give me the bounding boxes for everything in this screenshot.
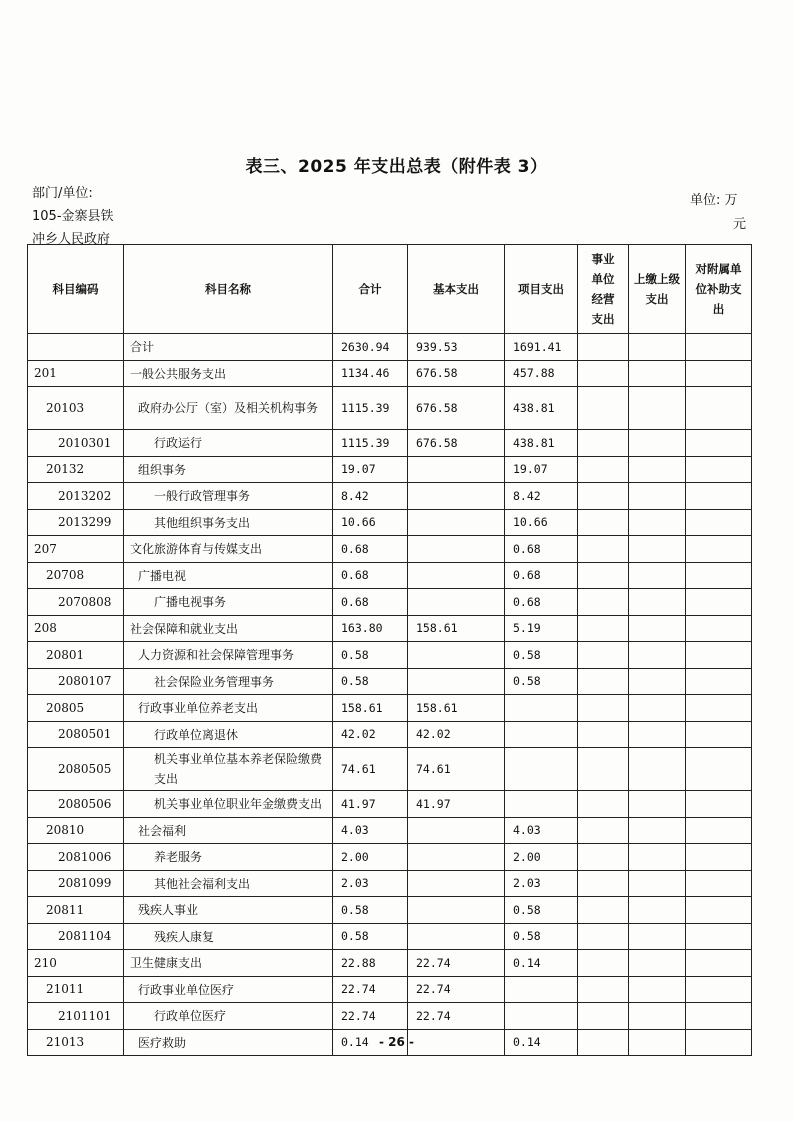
cell-subsidy bbox=[686, 844, 752, 871]
cell-basic: 158.61 bbox=[408, 615, 505, 642]
cell-name: 社会保险业务管理事务 bbox=[124, 668, 333, 695]
cell-project: 438.81 bbox=[505, 430, 578, 457]
cell-subsidy bbox=[686, 334, 752, 361]
cell-total: 0.58 bbox=[333, 897, 408, 924]
cell-upper bbox=[629, 817, 686, 844]
cell-code: 21011 bbox=[28, 976, 124, 1003]
cell-total: 22.74 bbox=[333, 1003, 408, 1030]
cell-business bbox=[578, 748, 629, 791]
cell-business bbox=[578, 483, 629, 510]
cell-project: 2.03 bbox=[505, 870, 578, 897]
cell-total: 41.97 bbox=[333, 791, 408, 818]
header-total: 合计 bbox=[333, 245, 408, 334]
cell-upper bbox=[629, 642, 686, 669]
cell-total: 0.14 bbox=[333, 1029, 408, 1056]
cell-total: 158.61 bbox=[333, 695, 408, 722]
cell-total: 0.68 bbox=[333, 589, 408, 616]
cell-total: 4.03 bbox=[333, 817, 408, 844]
cell-project bbox=[505, 721, 578, 748]
cell-name: 广播电视事务 bbox=[124, 589, 333, 616]
cell-subsidy bbox=[686, 360, 752, 387]
cell-code: 20103 bbox=[28, 387, 124, 430]
cell-business bbox=[578, 791, 629, 818]
cell-total: 163.80 bbox=[333, 615, 408, 642]
header-code: 科目编码 bbox=[28, 245, 124, 334]
cell-upper bbox=[629, 721, 686, 748]
cell-business bbox=[578, 360, 629, 387]
cell-code: 207 bbox=[28, 536, 124, 563]
table-row bbox=[28, 748, 752, 791]
cell-basic: 676.58 bbox=[408, 360, 505, 387]
cell-subsidy bbox=[686, 791, 752, 818]
cell-upper bbox=[629, 536, 686, 563]
cell-project bbox=[505, 1003, 578, 1030]
cell-subsidy bbox=[686, 509, 752, 536]
cell-code: 201 bbox=[28, 360, 124, 387]
table-header-row bbox=[28, 245, 752, 334]
cell-subsidy bbox=[686, 562, 752, 589]
cell-name: 残疾人事业 bbox=[124, 897, 333, 924]
cell-name: 人力资源和社会保障管理事务 bbox=[124, 642, 333, 669]
cell-business bbox=[578, 536, 629, 563]
cell-total: 10.66 bbox=[333, 509, 408, 536]
cell-business bbox=[578, 668, 629, 695]
cell-upper bbox=[629, 897, 686, 924]
cell-code: 20801 bbox=[28, 642, 124, 669]
cell-subsidy bbox=[686, 430, 752, 457]
cell-name: 机关事业单位职业年金缴费支出 bbox=[124, 791, 333, 818]
cell-name: 一般公共服务支出 bbox=[124, 360, 333, 387]
cell-project: 19.07 bbox=[505, 456, 578, 483]
cell-upper bbox=[629, 695, 686, 722]
cell-name: 卫生健康支出 bbox=[124, 950, 333, 977]
cell-name: 文化旅游体育与传媒支出 bbox=[124, 536, 333, 563]
cell-code: 2010301 bbox=[28, 430, 124, 457]
cell-code: 20805 bbox=[28, 695, 124, 722]
cell-project: 10.66 bbox=[505, 509, 578, 536]
cell-project: 457.88 bbox=[505, 360, 578, 387]
cell-project: 1691.41 bbox=[505, 334, 578, 361]
cell-basic: 41.97 bbox=[408, 791, 505, 818]
cell-name: 行政事业单位医疗 bbox=[124, 976, 333, 1003]
cell-basic: 74.61 bbox=[408, 748, 505, 791]
cell-upper bbox=[629, 430, 686, 457]
cell-upper bbox=[629, 615, 686, 642]
cell-basic: 676.58 bbox=[408, 387, 505, 430]
cell-name: 行政运行 bbox=[124, 430, 333, 457]
cell-basic bbox=[408, 642, 505, 669]
cell-name: 广播电视 bbox=[124, 562, 333, 589]
cell-subsidy bbox=[686, 536, 752, 563]
table-row bbox=[28, 615, 752, 642]
cell-project: 438.81 bbox=[505, 387, 578, 430]
cell-total: 2630.94 bbox=[333, 334, 408, 361]
cell-business bbox=[578, 456, 629, 483]
cell-basic bbox=[408, 923, 505, 950]
table-row bbox=[28, 695, 752, 722]
cell-basic bbox=[408, 817, 505, 844]
cell-subsidy bbox=[686, 589, 752, 616]
cell-business bbox=[578, 387, 629, 430]
cell-total: 0.68 bbox=[333, 536, 408, 563]
cell-subsidy bbox=[686, 483, 752, 510]
cell-total: 0.58 bbox=[333, 642, 408, 669]
unit-line-2: 元 bbox=[732, 217, 746, 232]
cell-project: 0.68 bbox=[505, 589, 578, 616]
cell-basic bbox=[408, 456, 505, 483]
table-row bbox=[28, 430, 752, 457]
cell-name: 其他组织事务支出 bbox=[124, 509, 333, 536]
cell-total: 0.58 bbox=[333, 923, 408, 950]
cell-upper bbox=[629, 976, 686, 1003]
cell-code bbox=[28, 334, 124, 361]
cell-code: 208 bbox=[28, 615, 124, 642]
table-row bbox=[28, 334, 752, 361]
cell-total: 1115.39 bbox=[333, 430, 408, 457]
page-title: 表三、2025 年支出总表（附件表 3） bbox=[245, 157, 548, 177]
cell-name: 组织事务 bbox=[124, 456, 333, 483]
cell-basic bbox=[408, 509, 505, 536]
cell-upper bbox=[629, 589, 686, 616]
cell-basic: 22.74 bbox=[408, 1003, 505, 1030]
cell-business bbox=[578, 950, 629, 977]
cell-code: 20132 bbox=[28, 456, 124, 483]
cell-total: 0.58 bbox=[333, 668, 408, 695]
cell-project: 0.58 bbox=[505, 642, 578, 669]
department-line-3: 冲乡人民政府 bbox=[32, 232, 111, 247]
cell-name: 医疗救助 bbox=[124, 1029, 333, 1056]
header-basic: 基本支出 bbox=[408, 245, 505, 334]
cell-upper bbox=[629, 360, 686, 387]
cell-name: 机关事业单位基本养老保险缴费支出 bbox=[124, 748, 333, 791]
cell-basic bbox=[408, 589, 505, 616]
table-row bbox=[28, 791, 752, 818]
cell-name: 残疾人康复 bbox=[124, 923, 333, 950]
cell-project: 0.58 bbox=[505, 923, 578, 950]
cell-upper bbox=[629, 509, 686, 536]
cell-name: 社会保障和就业支出 bbox=[124, 615, 333, 642]
cell-subsidy bbox=[686, 695, 752, 722]
cell-business bbox=[578, 844, 629, 871]
cell-name: 其他社会福利支出 bbox=[124, 870, 333, 897]
cell-total: 1134.46 bbox=[333, 360, 408, 387]
cell-name: 政府办公厅（室）及相关机构事务 bbox=[124, 387, 333, 430]
cell-business bbox=[578, 615, 629, 642]
cell-basic: 22.74 bbox=[408, 976, 505, 1003]
header-upper: 上缴上级支出 bbox=[629, 245, 686, 334]
cell-subsidy bbox=[686, 1003, 752, 1030]
cell-basic bbox=[408, 483, 505, 510]
cell-subsidy bbox=[686, 976, 752, 1003]
cell-total: 8.42 bbox=[333, 483, 408, 510]
cell-name: 养老服务 bbox=[124, 844, 333, 871]
cell-business bbox=[578, 589, 629, 616]
cell-subsidy bbox=[686, 748, 752, 791]
header-project: 项目支出 bbox=[505, 245, 578, 334]
cell-code: 2013202 bbox=[28, 483, 124, 510]
cell-upper bbox=[629, 791, 686, 818]
cell-upper bbox=[629, 456, 686, 483]
page-number: - 26 - bbox=[378, 1035, 414, 1049]
table-body bbox=[28, 334, 752, 1056]
table-row bbox=[28, 817, 752, 844]
cell-business bbox=[578, 870, 629, 897]
cell-project bbox=[505, 748, 578, 791]
cell-name: 合计 bbox=[124, 334, 333, 361]
table-row bbox=[28, 976, 752, 1003]
cell-basic bbox=[408, 844, 505, 871]
cell-project bbox=[505, 695, 578, 722]
unit-label bbox=[690, 189, 750, 237]
cell-code: 2080505 bbox=[28, 748, 124, 791]
cell-upper bbox=[629, 950, 686, 977]
cell-basic bbox=[408, 536, 505, 563]
cell-project: 2.00 bbox=[505, 844, 578, 871]
cell-upper bbox=[629, 844, 686, 871]
table-row bbox=[28, 387, 752, 430]
cell-total: 74.61 bbox=[333, 748, 408, 791]
cell-code: 210 bbox=[28, 950, 124, 977]
cell-name: 行政事业单位养老支出 bbox=[124, 695, 333, 722]
cell-name: 行政单位离退休 bbox=[124, 721, 333, 748]
cell-subsidy bbox=[686, 642, 752, 669]
cell-code: 20811 bbox=[28, 897, 124, 924]
cell-code: 2080501 bbox=[28, 721, 124, 748]
cell-subsidy bbox=[686, 668, 752, 695]
cell-total: 22.74 bbox=[333, 976, 408, 1003]
cell-business bbox=[578, 897, 629, 924]
table-row bbox=[28, 923, 752, 950]
cell-project bbox=[505, 976, 578, 1003]
cell-project: 0.68 bbox=[505, 562, 578, 589]
table-row bbox=[28, 456, 752, 483]
department-label bbox=[32, 182, 114, 251]
cell-subsidy bbox=[686, 721, 752, 748]
table-row bbox=[28, 483, 752, 510]
cell-project: 0.58 bbox=[505, 897, 578, 924]
cell-business bbox=[578, 817, 629, 844]
cell-code: 2080107 bbox=[28, 668, 124, 695]
table-row bbox=[28, 844, 752, 871]
cell-upper bbox=[629, 1003, 686, 1030]
cell-project: 0.58 bbox=[505, 668, 578, 695]
cell-code: 2080506 bbox=[28, 791, 124, 818]
table-row bbox=[28, 509, 752, 536]
cell-code: 2013299 bbox=[28, 509, 124, 536]
cell-subsidy bbox=[686, 897, 752, 924]
header-business: 事业单位经营支出 bbox=[578, 245, 629, 334]
cell-basic: 939.53 bbox=[408, 334, 505, 361]
cell-subsidy bbox=[686, 456, 752, 483]
cell-basic bbox=[408, 897, 505, 924]
cell-basic bbox=[408, 562, 505, 589]
cell-total: 2.03 bbox=[333, 870, 408, 897]
cell-business bbox=[578, 509, 629, 536]
expenditure-table bbox=[27, 244, 752, 1056]
table-row bbox=[28, 721, 752, 748]
cell-business bbox=[578, 695, 629, 722]
table-row bbox=[28, 1003, 752, 1030]
department-line-1: 部门/单位: bbox=[32, 186, 93, 201]
cell-subsidy bbox=[686, 950, 752, 977]
cell-business bbox=[578, 334, 629, 361]
cell-project: 8.42 bbox=[505, 483, 578, 510]
cell-subsidy bbox=[686, 615, 752, 642]
cell-upper bbox=[629, 387, 686, 430]
cell-basic: 158.61 bbox=[408, 695, 505, 722]
cell-total: 0.68 bbox=[333, 562, 408, 589]
cell-business bbox=[578, 976, 629, 1003]
cell-basic: 22.74 bbox=[408, 950, 505, 977]
cell-project: 0.68 bbox=[505, 536, 578, 563]
cell-name: 社会福利 bbox=[124, 817, 333, 844]
cell-total: 2.00 bbox=[333, 844, 408, 871]
cell-subsidy bbox=[686, 817, 752, 844]
unit-line-1: 单位: 万 bbox=[690, 193, 738, 208]
cell-project: 0.14 bbox=[505, 1029, 578, 1056]
cell-subsidy bbox=[686, 870, 752, 897]
cell-total: 1115.39 bbox=[333, 387, 408, 430]
table-row bbox=[28, 589, 752, 616]
cell-name: 一般行政管理事务 bbox=[124, 483, 333, 510]
table-row bbox=[28, 642, 752, 669]
cell-project bbox=[505, 791, 578, 818]
department-line-2: 105-金寨县铁 bbox=[32, 209, 114, 224]
cell-business bbox=[578, 562, 629, 589]
cell-total: 42.02 bbox=[333, 721, 408, 748]
header-subsidy: 对附属单位补助支出 bbox=[686, 245, 752, 334]
cell-project: 4.03 bbox=[505, 817, 578, 844]
cell-project: 0.14 bbox=[505, 950, 578, 977]
cell-code: 2081099 bbox=[28, 870, 124, 897]
cell-code: 2081006 bbox=[28, 844, 124, 871]
table-row bbox=[28, 536, 752, 563]
header-name: 科目名称 bbox=[124, 245, 333, 334]
cell-business bbox=[578, 430, 629, 457]
cell-project: 5.19 bbox=[505, 615, 578, 642]
cell-business bbox=[578, 1003, 629, 1030]
cell-basic: 42.02 bbox=[408, 721, 505, 748]
table-row bbox=[28, 950, 752, 977]
cell-upper bbox=[629, 334, 686, 361]
table-row bbox=[28, 668, 752, 695]
cell-code: 21013 bbox=[28, 1029, 124, 1056]
table-row bbox=[28, 870, 752, 897]
cell-upper bbox=[629, 748, 686, 791]
cell-business bbox=[578, 721, 629, 748]
cell-basic bbox=[408, 668, 505, 695]
cell-subsidy bbox=[686, 923, 752, 950]
cell-upper bbox=[629, 923, 686, 950]
cell-name: 行政单位医疗 bbox=[124, 1003, 333, 1030]
cell-subsidy bbox=[686, 387, 752, 430]
cell-code: 20708 bbox=[28, 562, 124, 589]
table-row bbox=[28, 897, 752, 924]
cell-total: 22.88 bbox=[333, 950, 408, 977]
cell-business bbox=[578, 923, 629, 950]
cell-business bbox=[578, 642, 629, 669]
cell-code: 2070808 bbox=[28, 589, 124, 616]
cell-upper bbox=[629, 483, 686, 510]
cell-code: 20810 bbox=[28, 817, 124, 844]
cell-upper bbox=[629, 668, 686, 695]
cell-upper bbox=[629, 562, 686, 589]
cell-total: 19.07 bbox=[333, 456, 408, 483]
cell-code: 2081104 bbox=[28, 923, 124, 950]
cell-upper bbox=[629, 870, 686, 897]
cell-basic: 676.58 bbox=[408, 430, 505, 457]
table-row bbox=[28, 562, 752, 589]
cell-basic bbox=[408, 870, 505, 897]
table-row bbox=[28, 360, 752, 387]
cell-code: 2101101 bbox=[28, 1003, 124, 1030]
